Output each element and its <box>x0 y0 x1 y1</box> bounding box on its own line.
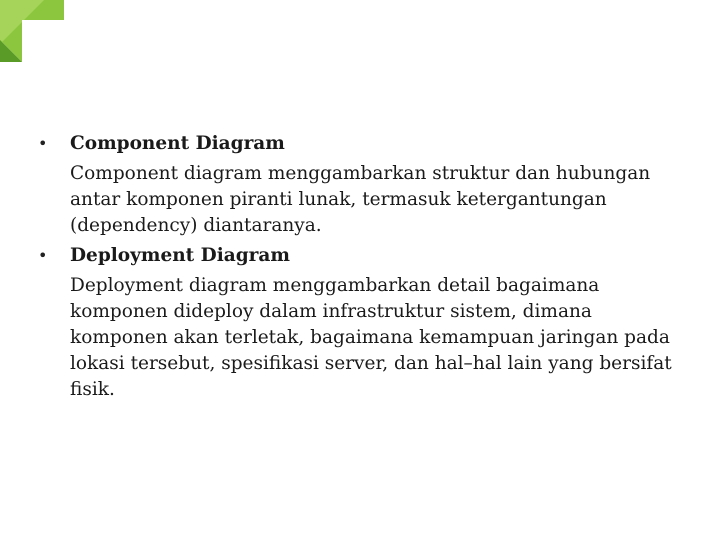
bullet-marker: • <box>38 246 48 266</box>
item-title: Component Diagram <box>70 133 285 154</box>
bullet-marker: • <box>38 134 48 153</box>
slide-content <box>38 128 698 402</box>
bullet-item-component <box>38 128 698 238</box>
bullet-item-deployment <box>38 240 698 402</box>
item-title: Deployment Diagram <box>70 245 290 267</box>
green-corner-fold-icon <box>0 0 64 62</box>
item-body: Component diagram menggambarkan struktur dan hubungan antar komponen piranti lunak, termasuk ketergantungan (dependency) diantaranya. <box>70 163 651 236</box>
item-body: Deployment diagram menggambarkan detail bagaimana komponen dideploy dalam infrastruktur sistem, dimana komponen akan terletak, bagaimana kemampuan jaringan pada lokasi tersebut, spesifikasi server, dan hal–hal lain yang bersifat fisik. <box>70 275 672 400</box>
